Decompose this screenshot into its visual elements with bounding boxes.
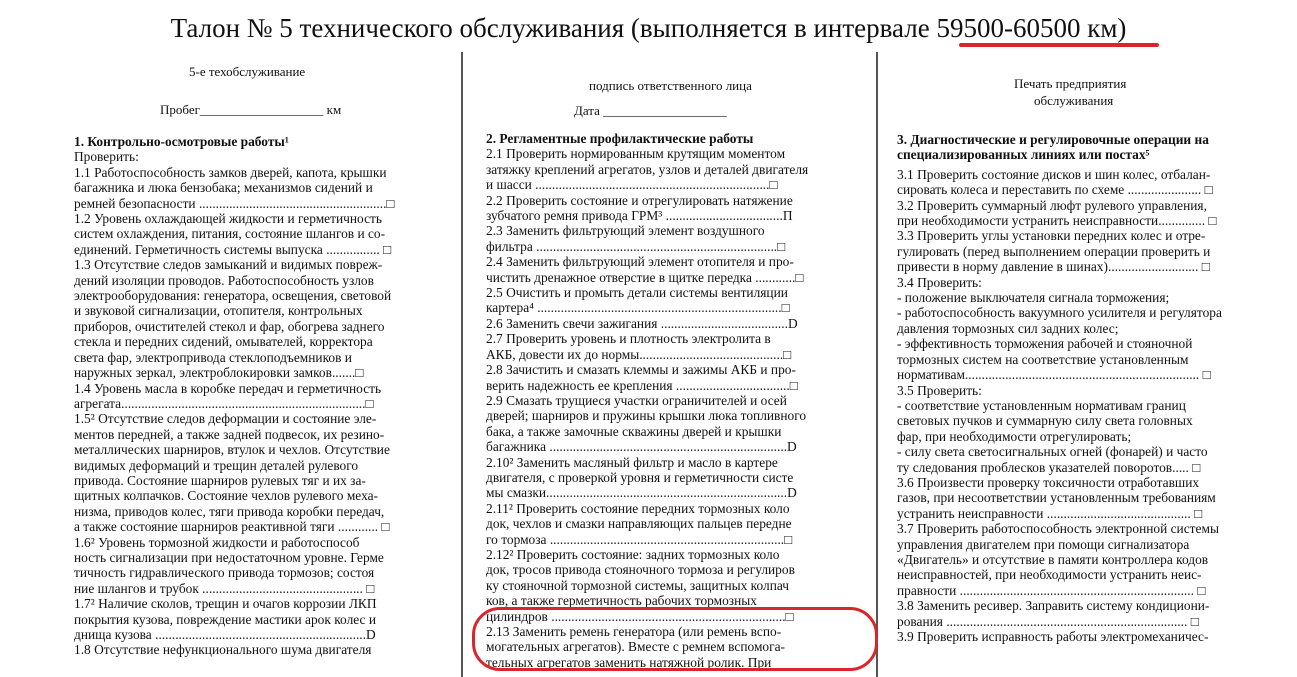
text-line: затяжку креплений агрегатов, узлов и деталей двигателя [486,161,809,177]
text-line: багажника и люка бензобака; механизмов сидений и [74,180,373,196]
text-line: 3.9 Проверить исправность работы электромеханичес- [897,629,1209,644]
text-line: док, тросов привода стояночного тормоза и регулиров [486,562,795,578]
text-line: давления тормозных сил задних колес; [897,320,1119,336]
text-line: 2.6 Заменить свечи зажигания ......................................D [486,315,798,331]
text-line: могательных агрегатов). Вместе с ремнем вспомога- [486,639,786,655]
text-line: приборов, очистителей стекол и фар, обогрева заднего [74,318,385,334]
text-line: 2.1 Проверить нормированным крутящим моментом [486,146,786,162]
text-line: 1.8 Отсутствие нефункционального шума двигателя [74,642,372,658]
date-field: Дата ___________________ [574,103,727,118]
text-line: - эффективность торможения рабочей и стояночной [897,336,1193,352]
text-line: 1.6² Уровень тормозной жидкости и работоспособ [74,534,360,550]
text-line: сировать колеса и переставить по схеме ...................... □ [897,182,1213,198]
section-1 [74,134,446,658]
red-underline-annotation [959,43,1159,47]
text-line: 3.6 Произвести проверку токсичности отработавших [897,474,1200,490]
text-line: тельных агрегатов заменить натяжной ролик. При [486,654,772,670]
text-line: ментов передней, а также задней подвесок, их резино- [74,426,385,442]
text-line: стекла и передних сидений, омывателей, корректора [74,334,373,350]
text-line: АКБ, довести их до нормы...........................................□ [486,346,792,362]
text-line: 1.2 Уровень охлаждающей жидкости и герметичность [74,211,382,227]
maintenance-number: 5-е техобслуживание [189,64,306,79]
signature-field: подпись ответственного лица [589,78,752,93]
text-line: 2.3 Заменить фильтрующий элемент воздушного [486,223,765,239]
text-line: чистить дренажное отверстие в щитке передка ............□ [486,269,804,285]
text-line: верить надежность ее крепления ..................................□ [486,377,798,393]
text-line: «Двигатель» и отсутствие в памяти контроллера кодов [897,551,1209,567]
text-line: металлических шарниров, втулок и чехлов. Отсутствие [74,442,390,458]
text-line: мы смазки........................................................................D [486,485,797,501]
text-line: низма, приводов колес, тяги привода коробки передач, [74,503,385,519]
red-oval-annotation [472,607,878,671]
text-line: 3.7 Проверить работоспособность электронной системы [897,521,1219,537]
text-line: дений изоляции проводов. Работоспособность узлов [74,272,374,288]
text-line: правности ...................................................................... □ [897,582,1206,598]
text-line: зубчатого ремня привода ГРМ³ ...................................П [486,208,793,224]
section-3-title-2: специализированных линиях или постах⁵ [897,147,1150,163]
text-line: световых пучков и суммарную силу света головных [897,413,1193,429]
text-line: 1.5² Отсутствие следов деформации и состояние эле- [74,411,377,427]
text-line: систем охлаждения, питания, состояние шлангов и со- [74,226,386,242]
text-line: света фар, электропривода стеклоподъемников и [74,349,352,365]
text-line: 2.4 Заменить фильтрующий элемент отопителя и про- [486,254,794,270]
text-line: привода. Состояние шарниров рулевых тяг и их за- [74,472,366,488]
text-line: нормативам...................................................................... □ [897,367,1211,383]
text-line: ность сигнализации при недостаточном уровне. Герме [74,549,384,565]
section-2 [486,131,860,670]
text-line: 1.3 Отсутствие следов замыканий и видимых повреж- [74,257,383,273]
text-line: Проверить: [74,149,139,165]
text-line: - силу света светосигнальных огней (фонарей) и часто [897,444,1208,460]
text-line: фильтра ........................................................................□ [486,238,786,254]
text-line: 2.11² Проверить состояние передних тормозных коло [486,500,790,516]
text-line: 3.1 Проверить состояние дисков и шин колес, отбалан- [897,166,1211,182]
text-line: 2.8 Зачистить и смазать клеммы и зажимы АКБ и про- [486,362,796,378]
text-line: управления двигателем при помощи сигнализатора [897,536,1190,552]
text-line: тормозных систем на соответствие установленным [897,351,1189,367]
section-1-title: 1. Контрольно-осмотровые работы¹ [74,134,289,149]
text-line: двигателя, с проверкой уровня и герметичности систе [486,469,794,485]
text-line: - положение выключателя сигнала торможения; [897,290,1170,306]
text-line: покрытия кузова, повреждение мастики арок колес и [74,611,376,627]
text-line: ку стояночной тормозной системы, защитных колпач [486,577,790,593]
text-line: багажника .......................................................................D [486,439,797,455]
text-line: ремней безопасности ........................................................□ [74,195,395,211]
text-line: картера⁴ .........................................................................□ [486,300,790,316]
title-text: Талон № 5 технического обслуживания (выполняется в интервале [170,13,937,43]
text-line: привести в норму давление в шинах)........................... □ [897,259,1210,275]
text-line: - соответствие установленным нормативам границ [897,397,1186,413]
text-line: неисправностей, при необходимости устранить неис- [897,567,1202,583]
text-line: и шасси ......................................................................□ [486,177,778,193]
section-3 [897,132,1271,644]
text-line: док, чехлов и смазки направляющих пальцев передне [486,516,792,532]
stamp-label: Печать предприятия [1014,76,1127,91]
text-line: 2.13 Заменить ремень генератора (или ремень вспо- [486,624,782,639]
text-line: 2.9 Смазать трущиеся участки ограничителей и осей [486,392,787,408]
text-line: наружных зеркал, электроблокировки замков.......□ [74,365,364,381]
text-line: видимых деформаций и трещин деталей рулевого [74,457,359,473]
section-2-title: 2. Регламентные профилактические работы [486,131,754,146]
text-line: 3.8 Заменить ресивер. Заправить систему кондициони- [897,598,1210,614]
text-line: - работоспособность вакуумного усилителя и регулятора [897,305,1222,321]
text-line: 1.1 Работоспособность замков дверей, капота, крышки [74,164,387,180]
text-line: 2.7 Проверить уровень и плотность электролита в [486,331,771,347]
text-line: ние шлангов и трубок ................................................ □ [74,580,375,596]
text-line: 2.12² Проверить состояние: задних тормозных коло [486,546,780,562]
text-line: 2.2 Проверить состояние и отрегулировать натяжение [486,192,793,208]
text-line: ков, а также герметичность рабочих тормозных [486,593,757,609]
text-line: ту следования проблесков указателей поворотов..... □ [897,459,1201,475]
text-line: 2.10² Заменить масляный фильтр и масло в картере [486,454,778,470]
text-line: 2.5 Очистить и промыть детали системы вентиляции [486,285,788,301]
text-line: дверей; шарниров и пружины крышки люка топливного [486,408,807,424]
text-line: днища кузова ...............................................................D [74,627,376,642]
page-title [0,12,1297,44]
text-line: 1.4 Уровень масла в коробке передач и герметичность [74,380,382,396]
text-line: го тормоза ......................................................................□ [486,531,793,547]
text-line: 3.2 Проверить суммарный люфт рулевого управления, [897,197,1207,213]
text-line: агрегата.........................................................................□ [74,395,374,411]
mileage-field: Пробег___________________ км [160,102,342,117]
text-line: при необходимости устранить неисправности.............. □ [897,213,1217,229]
column-divider [876,52,878,677]
text-line: гулировать (перед выполнением операции проверить и [897,243,1211,259]
text-line: единений. Герметичность системы выпуска ................ □ [74,241,392,257]
section-3-title: 3. Диагностические и регулировочные операции на [897,132,1209,147]
text-line: рования ........................................................................ □ [897,613,1199,629]
title-interval: 59500-60500 км [936,13,1118,43]
stamp-label-2: обслуживания [1034,93,1114,108]
title-suffix: ) [1117,13,1127,43]
text-line: устранить неисправности ........................................... □ [897,505,1203,521]
text-line: щитных колпачков. Состояние чехлов рулевого меха- [74,488,378,504]
text-line: 3.4 Проверить: [897,274,982,290]
text-line: 3.5 Проверить: [897,382,982,398]
text-line: и звуковой сигнализации, отопителя, контрольных [74,303,363,319]
text-line: электрооборудования: генератора, освещения, световой [74,288,392,304]
text-line: цилиндров ......................................................................□ [486,608,794,624]
text-line: бака, а также замочные скважины дверей и крышки [486,423,782,439]
text-line: тичность гидравлического привода тормозов; состоя [74,565,375,581]
text-line: а также состояние шарниров реактивной тяги ............ □ [74,519,390,535]
column-divider [461,52,463,677]
text-line: 1.7² Наличие сколов, трещин и очагов коррозии ЛКП [74,596,377,612]
text-line: 3.3 Проверить углы установки передних колес и отре- [897,228,1206,244]
text-line: фар, при необходимости отрегулировать; [897,428,1132,444]
text-line: газов, при несоответствии установленным требованиям [897,490,1216,506]
